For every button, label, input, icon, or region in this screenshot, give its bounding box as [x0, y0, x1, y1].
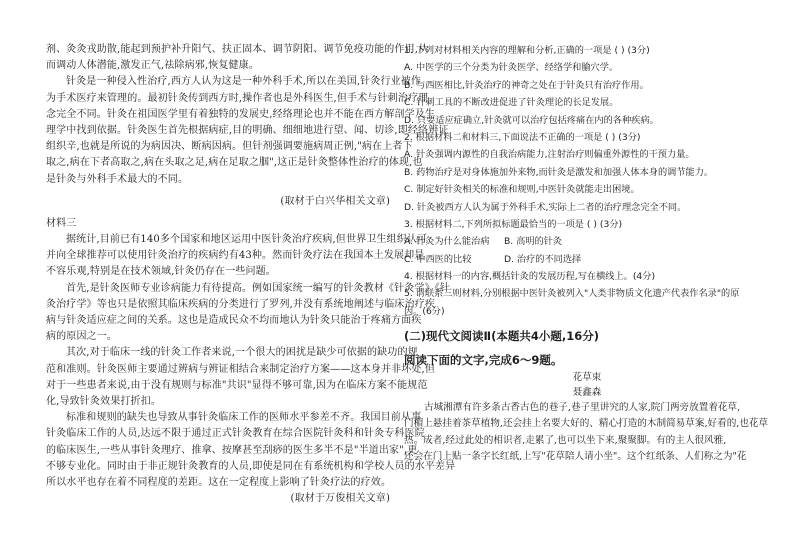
- option-line: B. 药物治疗是对身体施加外来物,而针灸是激发和加强人体本身的调节能力。: [404, 166, 714, 178]
- option-row: [404, 251, 770, 268]
- story-title: 花草束: [572, 372, 602, 384]
- option-line: A. 中医学的三个分类为针灸医学、经络学和腧穴学。: [404, 62, 619, 74]
- para6-line: 不够专业化。同时由于非正规针灸教育的人员,即使是同在有系统机构和学校人员的水平差异: [46, 460, 456, 472]
- material-heading: 材料三: [46, 217, 77, 229]
- para5-line: 其次,对于临床一线的针灸工作者来说,一个很大的困扰是缺少可依据的缺功的规: [66, 347, 418, 359]
- question-5-cont: 因。(6分): [404, 305, 445, 317]
- option-line: D. 针灸被西方人认为属于外科手术,实际上二者的治疗理念完全不同。: [404, 201, 687, 213]
- source-citation: (取材于白兴华相关文章): [280, 195, 390, 207]
- para4-line: 灸治疗学》等也只是依照其临床疾病的分类进行了罗列,并没有系统地阐述与临床治疗疾: [46, 298, 436, 310]
- para3-line: 并向全球推荐可以使用针灸治疗的疾病约有43种。然而针灸疗法在我国本土发展却是: [46, 250, 425, 262]
- story-line: 门楣上悬挂着茶草植物,还会挂上名要大好的、精心打造的木制简易草案,好看的,也花草: [404, 418, 769, 430]
- option-line: C. 制定好针灸相关的标准和规则,中医针灸就能走出困境。: [404, 184, 640, 196]
- question-2: 2. 根据材料二和材料三,下面说法不正确的一项是 ( ) (3分): [404, 131, 641, 143]
- para4-line: 病与针灸适应症之间的关系。这也是造成民众不均而地认为针灸只能治于疼痛方面疾: [46, 315, 422, 326]
- option-b: B. 高明的针灸: [504, 236, 563, 248]
- question-5: 5. 请联系三则材料,分别根据中医针灸被列入"人类非物质文化遗产代表作名录"的原: [404, 288, 740, 300]
- story-line: 还会在门上贴一条字长红纸,上写"花草陪人请小坐"。这个红纸条、人们称之为"花: [404, 450, 747, 462]
- para3-line: 不容乐观,特别是在技术领域,针灸仍存在一些问题。: [46, 266, 276, 278]
- para1-line: 剂、灸灸戎助散,能起到预护补升阳气、扶正固本、调节阴阳、调节免疫功能的作用,从: [46, 44, 429, 55]
- option-line: B. 与西医相比,针灸治疗的神奇之处在于针灸只有治疗作用。: [404, 79, 649, 91]
- section-title: (二)现代文阅读Ⅱ(本题共4小题,16分): [404, 329, 599, 344]
- para5-line: 对于一些患者来说,由于没有规则与标准"共识"显得不够可靠,因为在临床方案不能规范: [46, 379, 428, 391]
- para6-line: 针灸临床工作的人员,达远不限于通过正式针灸教育在综合医院针灸科和针灸专科医院: [46, 428, 425, 440]
- para5-line: 范和准则。针灸医师主要通过辨病与辨证相结合来制定治疗方案——这本身并非坏处,但: [46, 363, 436, 375]
- para2-line: 针灸是一种侵入性治疗,西方人认为这是一种外科手术,所以在美国,针灸行业被作: [66, 76, 422, 88]
- story-line: 古城湘潭有许多条古香古色的巷子,巷子里讲究的人家,院门两旁放置着花草,: [424, 402, 741, 414]
- para2-line: 理学中找到依据。针灸医生首先根据病症,目的明确、细细地进行望、闻、切诊,即经络辨证: [46, 124, 449, 136]
- story-author: 聂鑫森: [572, 387, 602, 399]
- source-citation: (取材于万俊相关文章): [290, 493, 390, 505]
- para6-line: 标准和规则的缺失也导致从事针灸临床工作的医师水平参差不齐。我国目前从事: [66, 412, 422, 424]
- option-a: A. 针灸为什么能治病: [404, 236, 490, 248]
- option-line: D. 只要适应症确立,针灸就可以治疗包括疼痛在内的各种疾病。: [404, 114, 659, 126]
- option-d: D. 治疗的不同选择: [504, 253, 582, 265]
- option-line: A. 针灸强调内源性的自我治病能力,注射治疗则偏重外源性的干预力量。: [404, 149, 695, 161]
- para2-line: 为手术医疗来管理的。最初针灸传到西方时,操作者也是外科医生,但手术与针刺治疗理: [46, 92, 429, 104]
- para3-line: 据统计,目前已有140多个国家和地区运用中医针灸治疗疾病,但世界卫生组织认可: [66, 234, 428, 246]
- right-column: [404, 42, 770, 465]
- para6-line: 所以水平也存在着不同程度的差距。这在一定程度上影响了针灸疗法的疗效。: [46, 476, 392, 488]
- para2-line: 取之,病在下者高取之,病在头取之足,病在足取之腘",这正是针灸整体性治疗的体现,也: [46, 157, 423, 169]
- story-line: 热。成者,经过此处的相识者,走累了,也可以坐下来,聚聚脚。有的主人很风雅,: [404, 434, 727, 446]
- option-c: C. 中西医的比较: [404, 253, 472, 265]
- para4-line: 首先,是针灸医师专业诊病能力有待提高。例如国家统一编写的针灸教材《针灸学》《针: [66, 282, 451, 294]
- question-4: 4. 根据材料一的内容,概括针灸的发展历程,写在横线上。(4分): [404, 271, 656, 283]
- section-instruction: 阅读下面的文字,完成6～9题。: [404, 353, 563, 368]
- para5-line: 化,导致针灸效果打折扣。: [46, 395, 161, 407]
- option-row: [404, 233, 770, 250]
- para6-line: 的临床医生,一些从事针灸理疗、推拿、按摩甚至刮痧的医生多半不是"半道出家",更: [46, 444, 418, 456]
- option-line: C. 针刺工具的不断改进促进了针灸理论的长足发展。: [404, 97, 619, 109]
- para2-line: 是针灸与外科手术最大的不同。: [46, 173, 189, 185]
- para4-line: 病的原因之一。: [46, 331, 118, 343]
- question-3: 3. 根据材料二,下列所拟标题最恰当的一项是 ( ) (3分): [404, 218, 623, 230]
- para2-line: 组织辛,也就是所说的为病因决、断病因病。但针剂强调要施病周正例,"病在上者下: [46, 141, 413, 153]
- para1-line: 而调动人体潜能,激发正气,祛除病邪,恢复健康。: [46, 60, 259, 72]
- para2-line: 念完全不同。针灸在祖国医学里有着独特的发展史,经络理论也并不能在西方解剖学及生: [46, 108, 436, 120]
- question-1: 1. 下列对材料相关内容的理解和分析,正确的一项是 ( ) (3分): [404, 45, 650, 56]
